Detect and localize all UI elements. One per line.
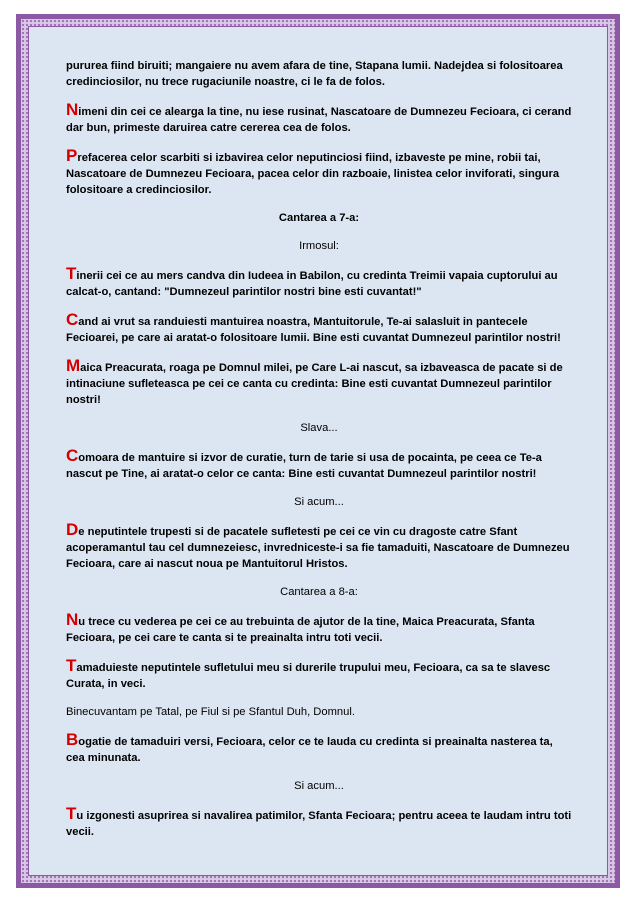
drop-initial: B xyxy=(66,730,79,749)
paragraph xyxy=(66,612,572,646)
paragraph-text: e neputintele trupesti si de pacatele sufletesti pe cei ce vin cu dragoste catre Sfant acoperamantul tau cel dumnezeiesc, invredniceste-i sa fie tamaduiti, Nascatoare de Dumnezeu Fecioara, care ai nascut noua pe Mantuitorul Hristos. xyxy=(66,526,570,570)
paragraph xyxy=(66,732,572,766)
section-subheading: Irmosul: xyxy=(299,240,339,252)
drop-initial: N xyxy=(66,100,79,119)
paragraph xyxy=(66,448,572,482)
drop-initial: T xyxy=(66,656,77,675)
paragraph xyxy=(66,148,572,198)
paragraph-text: and ai vrut sa randuiesti mantuirea noastra, Mantuitorule, Te-ai salasluit in pantecele Fecioarei, pe care ai aratat-o folositoare lumii. Bine esti cuvantat Dumnezeul parintilor nostri! xyxy=(66,316,561,344)
paragraph-text: amaduieste neputintele sufletului meu si durerile trupului meu, Fecioara, ca sa te slavesc Curata, in veci. xyxy=(66,662,551,690)
drop-initial: D xyxy=(66,520,79,539)
drop-initial: C xyxy=(66,310,79,329)
paragraph-text: aica Preacurata, roaga pe Domnul milei, pe Care L-ai nascut, sa izbaveasca de pacate si de intinaciune sufleteasca pe cei ce canta cu credinta: Bine esti cuvantat Dumnezeul parintilor nostri! xyxy=(66,362,563,406)
drop-initial: M xyxy=(66,356,81,375)
drop-initial: N xyxy=(66,610,79,629)
section-heading: Cantarea a 7-a: xyxy=(278,212,360,224)
paragraph xyxy=(66,658,572,692)
paragraph-text: refacerea celor scarbiti si izbavirea celor neputinciosi fiind, izbaveste pe mine, robii tai, Nascatoare de Dumnezeu Fecioara, pacea celor din razboaie, linistea celor inviforati, singura folositoare a credinciosilor. xyxy=(66,152,560,196)
paragraph xyxy=(66,358,572,408)
paragraph-text: imeni din cei ce alearga la tine, nu iese rusinat, Nascatoare de Dumnezeu Fecioara, ci cerand dar bun, primeste daruirea catre cererea cea de folos. xyxy=(66,106,572,134)
paragraph-text: ogatie de tamaduiri versi, Fecioara, celor ce te lauda cu credinta si preainalta nasterea ta, cea minunata. xyxy=(66,736,553,764)
paragraph-text: omoara de mantuire si izvor de curatie, turn de tarie si usa de pocainta, pe ceea ce Te-a nascut pe Tine, ai aratat-o celor ce canta: Bine esti cuvantat Dumnezeul parintilor nostri! xyxy=(66,452,542,480)
section-subheading: Si acum... xyxy=(294,780,344,792)
paragraph xyxy=(66,312,572,346)
paragraph xyxy=(66,56,572,90)
paragraph xyxy=(66,522,572,572)
drop-initial: P xyxy=(66,146,78,165)
paragraph-text: u izgonesti asuprirea si navalirea patimilor, Sfanta Fecioara; pentru aceea te laudam intru toti vecii. xyxy=(66,810,572,838)
section-subheading: Si acum... xyxy=(294,496,344,508)
paragraph xyxy=(66,266,572,300)
doxology-line: Binecuvantam pe Tatal, pe Fiul si pe Sfantul Duh, Domnul. xyxy=(66,706,355,718)
paragraph xyxy=(66,102,572,136)
paragraph-text: u trece cu vederea pe cei ce au trebuinta de ajutor de la tine, Maica Preacurata, Sfanta Fecioara, pe cei care te canta si te preainalta intru toti vecii. xyxy=(66,616,535,644)
section-subheading: Slava... xyxy=(300,422,338,434)
document-body xyxy=(66,56,572,852)
paragraph-text: inerii cei ce au mers candva din Iudeea in Babilon, cu credinta Treimii vapaia cuptorului au calcat-o, cantand: "Dumnezeul parintilor nostri bine esti cuvantat!" xyxy=(66,270,558,298)
section-heading: Cantarea a 8-a: xyxy=(280,586,358,598)
paragraph-text: pururea fiind biruiti; mangaiere nu avem afara de tine, Stapana lumii. Nadejdea si folositoarea credinciosilor, nu trece rugaciunile noastre, ci le fa de folos. xyxy=(66,60,563,88)
drop-initial: T xyxy=(66,264,77,283)
paragraph xyxy=(66,806,572,840)
drop-initial: C xyxy=(66,446,79,465)
drop-initial: T xyxy=(66,804,77,823)
